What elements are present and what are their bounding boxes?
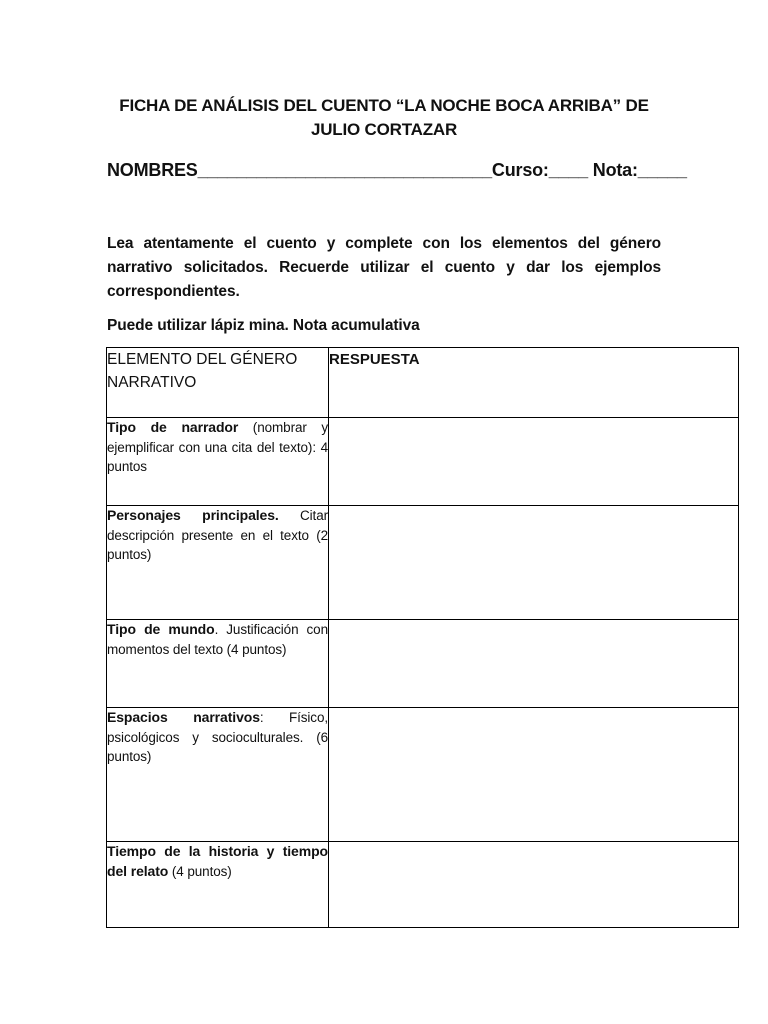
element-instructions: (4 puntos) bbox=[168, 863, 232, 879]
table-row bbox=[107, 418, 739, 506]
element-name: Tipo de mundo bbox=[107, 621, 215, 637]
table-header-row bbox=[107, 348, 739, 418]
answer-cell[interactable] bbox=[329, 708, 739, 842]
element-cell bbox=[107, 620, 329, 708]
element-cell bbox=[107, 506, 329, 620]
element-name: Personajes principales. bbox=[107, 507, 279, 523]
answer-cell[interactable] bbox=[329, 418, 739, 506]
instructions-paragraph: Lea atentamente el cuento y complete con los elementos del género narrativo solicitados. Recuerde utilizar el cuento y dar los ejemplos correspondientes. bbox=[107, 235, 661, 300]
title-line-1: FICHA DE ANÁLISIS DEL CUENTO “LA NOCHE BOCA ARRIBA” DE bbox=[119, 96, 649, 115]
element-cell bbox=[107, 418, 329, 506]
document-title bbox=[107, 94, 661, 142]
table-row bbox=[107, 620, 739, 708]
element-instructions: . Justificación con momentos del texto (4 puntos) bbox=[107, 622, 329, 657]
title-line-2: JULIO CORTAZAR bbox=[310, 120, 458, 139]
element-instructions: (nombrar y ejemplificar con una cita del texto): 4 puntos bbox=[107, 420, 328, 474]
header-answer: RESPUESTA bbox=[329, 348, 739, 418]
note-line: Puede utilizar lápiz mina. Nota acumulativa bbox=[107, 317, 420, 334]
element-name: Tiempo de la historia y tiempo del relato bbox=[107, 843, 328, 879]
header-element: ELEMENTO DEL GÉNERO NARRATIVO bbox=[107, 348, 329, 418]
student-info-line: NOMBRES______________________________Curso:____ Nota:_____ bbox=[107, 160, 687, 180]
element-instructions: : Físico, psicológicos y socioculturales. (6 puntos) bbox=[107, 710, 328, 764]
answer-cell[interactable] bbox=[329, 842, 739, 928]
table-row bbox=[107, 842, 739, 928]
element-cell bbox=[107, 708, 329, 842]
answer-cell[interactable] bbox=[329, 506, 739, 620]
table-row bbox=[107, 506, 739, 620]
element-name: Espacios narrativos bbox=[107, 709, 260, 725]
analysis-table bbox=[106, 347, 739, 928]
table-row bbox=[107, 708, 739, 842]
element-name: Tipo de narrador bbox=[107, 419, 239, 435]
answer-cell[interactable] bbox=[329, 620, 739, 708]
element-cell bbox=[107, 842, 329, 928]
element-instructions: Citar descripción presente en el texto (2 puntos) bbox=[107, 508, 329, 562]
